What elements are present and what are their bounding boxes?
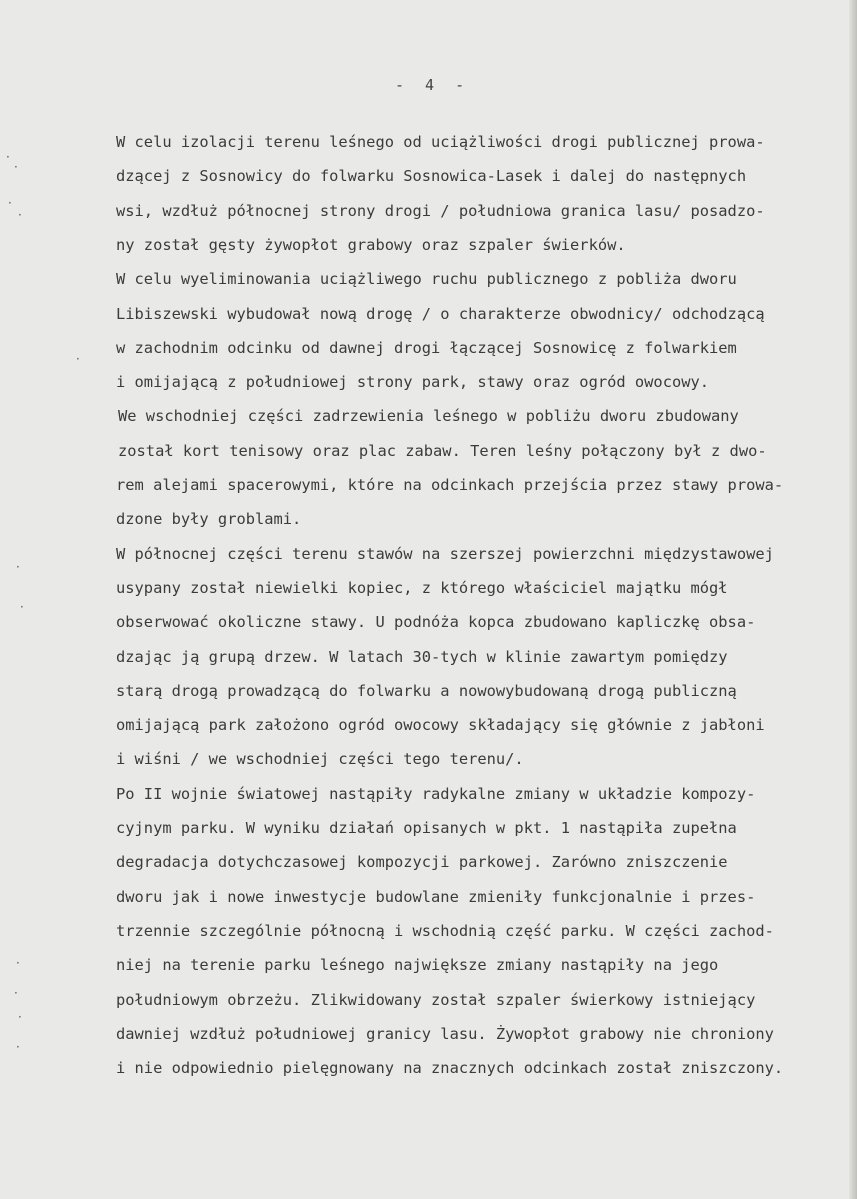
margin-speck: · (18, 208, 22, 222)
margin-speck: · (16, 560, 20, 574)
text-line: dworu jak i nowe inwestycje budowlane zmieniły funkcjonalnie i przes- (116, 887, 756, 906)
text-line: trzennie szczególnie północną i wschodnią część parku. W części zachod- (116, 921, 774, 940)
text-line: cyjnym parku. W wyniku działań opisanych w pkt. 1 nastąpiła zupełna (116, 819, 737, 837)
text-line: rem alejami spacerowymi, które na odcinkach przejścia przez stawy prowa- (116, 476, 784, 494)
text-line: południowym obrzeżu. Zlikwidowany został szpaler świerkowy istniejący (116, 990, 756, 1009)
text-line: degradacja dotychczasowej kompozycji parkowej. Zarówno zniszczenie (116, 853, 728, 872)
text-line: usypany został niewielki kopiec, z którego właściciel majątku mógł (116, 578, 728, 597)
page-number: - 4 - (395, 76, 471, 94)
text-line: Po II wojnie światowej nastąpiły radykalne zmiany w układzie kompozy- (116, 784, 756, 803)
text-line: ny został gęsty żywopłot grabowy oraz szpaler świerków. (116, 235, 626, 254)
margin-speck: · (20, 600, 24, 614)
text-line: starą drogą prowadzącą do folwarku a nowowybudowaną drogą publiczną (116, 681, 737, 700)
text-line: niej na terenie parku leśnego największe zmiany nastąpiły na jego (116, 956, 719, 975)
text-line: wsi, wzdłuż północnej strony drogi / południowa granica lasu/ posadzo- (116, 201, 765, 220)
text-line: dawniej wzdłuż południowej granicy lasu. Żywopłot grabowy nie chroniony (116, 1024, 774, 1043)
margin-speck: · (14, 160, 18, 174)
text-line: dzone były groblami. (116, 510, 302, 529)
margin-speck: · (16, 956, 20, 970)
text-line: W północnej części terenu stawów na szerszej powierzchni międzystawowej (116, 544, 774, 563)
text-line: omijającą park założono ogród owocowy składający się głównie z jabłoni (116, 716, 765, 735)
text-line: dzącej z Sosnowicy do folwarku Sosnowica-Lasek i dalej do następnych (116, 167, 747, 186)
margin-speck: · (14, 986, 18, 1000)
text-line: obserwować okoliczne stawy. U podnóża kopca zbudowano kapliczkę obsa- (116, 613, 756, 632)
text-line: i wiśni / we wschodniej części tego terenu/. (116, 750, 524, 769)
text-line: i omijającą z południowej strony park, stawy oraz ogród owocowy. (116, 373, 710, 392)
margin-speck: · (18, 1010, 22, 1024)
margin-speck: · (8, 196, 12, 210)
text-line: We wschodniej części zadrzewienia leśnego w pobliżu dworu zbudowany (118, 407, 739, 426)
page-edge-shadow (849, 0, 857, 1199)
text-line: został kort tenisowy oraz plac zabaw. Teren leśny połączony był z dwo- (118, 441, 767, 460)
text-line: w zachodnim odcinku od dawnej drogi łączącej Sosnowicę z folwarkiem (116, 338, 737, 357)
margin-speck: · (6, 150, 10, 164)
margin-speck: · (76, 352, 80, 366)
text-line: i nie odpowiednio pielęgnowany na znacznych odcinkach został zniszczony. (116, 1059, 784, 1078)
text-line: W celu izolacji terenu leśnego od uciążliwości drogi publicznej prowa- (116, 133, 765, 151)
text-line: W celu wyeliminowania uciążliwego ruchu publicznego z pobliża dworu (116, 270, 737, 289)
text-line: dzając ją grupą drzew. W latach 30-tych w klinie zawartym pomiędzy (116, 647, 728, 666)
margin-speck: · (16, 1040, 20, 1054)
text-line: Libiszewski wybudował nową drogę / o charakterze obwodnicy/ odchodzącą (116, 304, 765, 323)
